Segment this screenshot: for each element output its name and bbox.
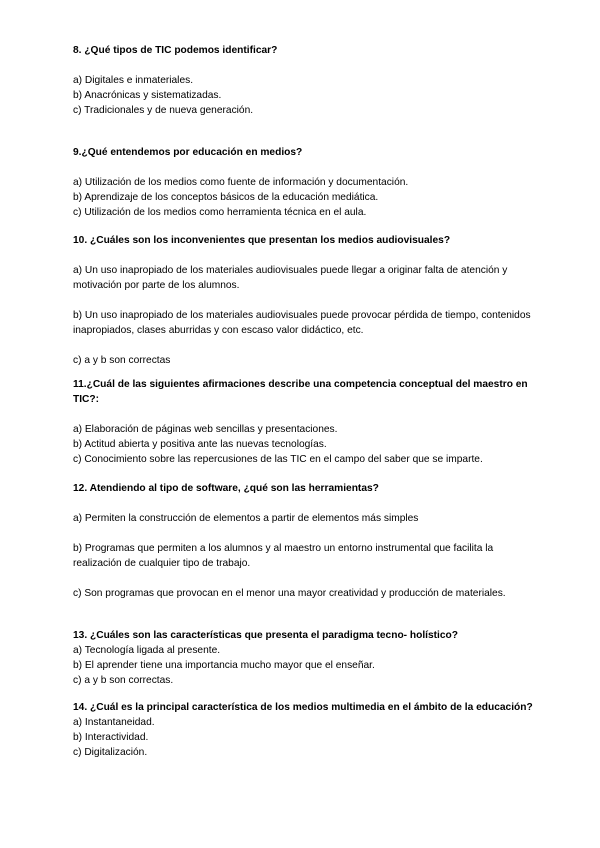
question-title: 13. ¿Cuáles son las características que presenta el paradigma tecno- holístico? — [73, 630, 459, 641]
option-a: a) Permiten la construcción de elementos a partir de elementos más simples — [73, 513, 419, 524]
question-13 — [73, 628, 533, 688]
question-14 — [73, 700, 533, 760]
option-c: c) Tradicionales y de nueva generación. — [73, 105, 254, 116]
question-9 — [73, 145, 533, 220]
option-b: b) Aprendizaje de los conceptos básicos de la educación mediática. — [73, 192, 379, 203]
question-title: 10. ¿Cuáles son los inconvenientes que presentan los medios audiovisuales? — [73, 235, 451, 246]
option-a: a) Tecnología ligada al presente. — [73, 645, 221, 656]
question-title: 9.¿Qué entendemos por educación en medios? — [73, 147, 303, 158]
option-c: c) Digitalización. — [73, 747, 148, 758]
question-11 — [73, 377, 533, 467]
option-a: a) Elaboración de páginas web sencillas y presentaciones. — [73, 424, 338, 435]
question-title: 14. ¿Cuál es la principal característica de los medios multimedia en el ámbito de la educación? — [73, 702, 533, 713]
question-12 — [73, 481, 533, 601]
option-a: a) Instantaneidad. — [73, 717, 155, 728]
question-10 — [73, 233, 533, 368]
option-a: a) Un uso inapropiado de los materiales audiovisuales puede llegar a originar falta de atención y motivación por parte de los alumnos. — [73, 265, 508, 291]
option-c: c) Utilización de los medios como herramienta técnica en el aula. — [73, 207, 367, 218]
question-title: 12. Atendiendo al tipo de software, ¿qué son las herramientas? — [73, 483, 379, 494]
option-c: c) Son programas que provocan en el menor una mayor creatividad y producción de materiales. — [73, 588, 506, 599]
option-a: a) Digitales e inmateriales. — [73, 75, 194, 86]
option-b: b) Interactividad. — [73, 732, 149, 743]
option-c: c) a y b son correctas — [73, 355, 171, 366]
option-c: c) a y b son correctas. — [73, 675, 174, 686]
question-title: 8. ¿Qué tipos de TIC podemos identificar? — [73, 45, 278, 56]
option-b: b) El aprender tiene una importancia mucho mayor que el enseñar. — [73, 660, 375, 671]
option-c: c) Conocimiento sobre las repercusiones de las TIC en el campo del saber que se imparte. — [73, 454, 483, 465]
option-b: b) Programas que permiten a los alumnos y al maestro un entorno instrumental que facilita la realización de cualquier tipo de trabajo. — [73, 543, 494, 569]
option-b: b) Un uso inapropiado de los materiales audiovisuales puede provocar pérdida de tiempo, contenidos inapropiados, clases aburridas y con escaso valor didáctico, etc. — [73, 310, 531, 336]
option-b: b) Anacrónicas y sistematizadas. — [73, 90, 222, 101]
option-b: b) Actitud abierta y positiva ante las nuevas tecnologías. — [73, 439, 327, 450]
question-8 — [73, 43, 533, 118]
question-title: 11.¿Cuál de las siguientes afirmaciones describe una competencia conceptual del maestro en TIC?: — [73, 379, 528, 405]
option-a: a) Utilización de los medios como fuente de información y documentación. — [73, 177, 409, 188]
